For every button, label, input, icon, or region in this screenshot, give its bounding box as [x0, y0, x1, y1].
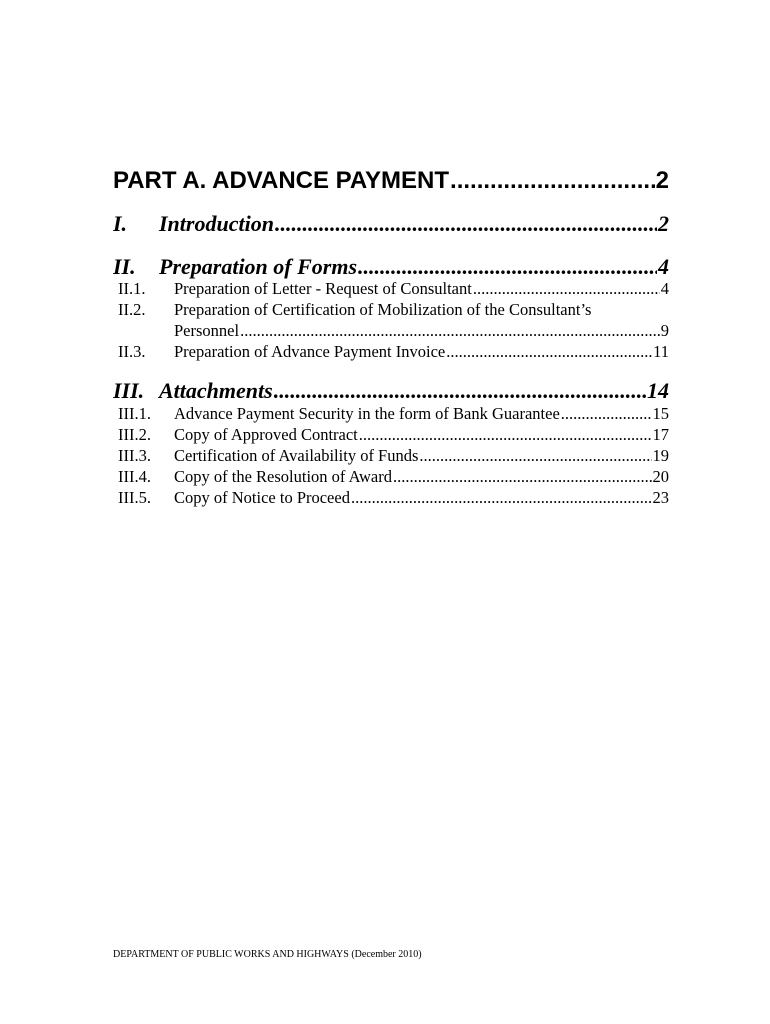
toc-section-number: III.	[113, 378, 145, 403]
toc-leader-dots	[561, 403, 652, 425]
toc-entry-title: Copy of Approved Contract	[174, 425, 358, 444]
toc-entry-title-cont: Personnel	[174, 321, 240, 340]
toc-leader-dots	[450, 164, 655, 198]
toc-section-attachments[interactable]	[113, 376, 669, 406]
toc-leader-dots	[359, 424, 652, 446]
toc-entry-title: Copy of the Resolution of Award	[174, 467, 393, 486]
toc-entry-page: 11	[653, 342, 669, 361]
toc-part-a-page: 2	[655, 167, 669, 194]
toc-section-number: I.	[113, 211, 128, 236]
toc-entry-number: III.5.	[118, 488, 151, 507]
toc-entry-number: II.1.	[118, 279, 146, 298]
toc-entry-number: II.2.	[118, 300, 146, 319]
toc-entry-page: 17	[652, 425, 669, 444]
toc-entry-iii-4[interactable]	[118, 466, 669, 488]
toc-section-page: 14	[647, 378, 669, 403]
toc-entry-title: Advance Payment Security in the form of Bank Guarantee	[174, 404, 560, 423]
toc-section-page: 2	[658, 211, 669, 236]
toc-entry-ii-3[interactable]	[118, 341, 669, 363]
toc-entry-ii-2[interactable]	[118, 299, 591, 321]
toc-entry-ii-1[interactable]	[118, 278, 669, 300]
toc-entry-number: II.3.	[118, 342, 146, 361]
toc-section-title: Attachments	[159, 378, 273, 403]
toc-entry-number: III.1.	[118, 404, 151, 423]
toc-entry-iii-1[interactable]	[118, 403, 669, 425]
page-footer: DEPARTMENT OF PUBLIC WORKS AND HIGHWAYS (December 2010)	[113, 949, 422, 960]
toc-leader-dots	[446, 341, 652, 363]
toc-part-a[interactable]	[113, 164, 669, 198]
toc-leader-dots	[240, 320, 660, 342]
toc-leader-dots	[419, 445, 651, 467]
toc-section-introduction[interactable]	[113, 209, 669, 239]
toc-entry-title: Copy of Notice to Proceed	[174, 488, 350, 507]
toc-entry-iii-5[interactable]	[118, 487, 669, 509]
toc-entry-number: III.3.	[118, 446, 151, 465]
toc-entry-number: III.4.	[118, 467, 151, 486]
toc-entry-title: Preparation of Certification of Mobilization of the Consultant’s	[174, 300, 592, 319]
toc-section-page: 4	[658, 254, 669, 279]
toc-entry-page: 20	[652, 467, 669, 486]
toc-section-title: Introduction	[159, 211, 274, 236]
toc-section-number: II.	[113, 254, 136, 279]
toc-entry-title: Preparation of Advance Payment Invoice	[174, 342, 446, 361]
toc-entry-title: Certification of Availability of Funds	[174, 446, 419, 465]
toc-entry-iii-2[interactable]	[118, 424, 669, 446]
toc-leader-dots	[393, 466, 651, 488]
toc-entry-number: III.2.	[118, 425, 151, 444]
toc-leader-dots	[351, 487, 652, 509]
toc-leader-dots	[275, 209, 657, 239]
toc-part-a-label: PART A. ADVANCE PAYMENT	[113, 167, 450, 194]
toc-entry-page: 23	[652, 488, 669, 507]
toc-entry-page: 4	[660, 279, 669, 298]
toc-leader-dots	[274, 376, 646, 406]
toc-entry-title: Preparation of Letter - Request of Consultant	[174, 279, 472, 298]
toc-entry-iii-3[interactable]	[118, 445, 669, 467]
toc-entry-page: 19	[652, 446, 669, 465]
toc-leader-dots	[473, 278, 660, 300]
toc-section-title: Preparation of Forms	[159, 254, 358, 279]
toc-entry-ii-2-cont[interactable]	[174, 320, 669, 342]
toc-entry-page: 15	[652, 404, 669, 423]
toc-entry-page: 9	[660, 321, 669, 340]
